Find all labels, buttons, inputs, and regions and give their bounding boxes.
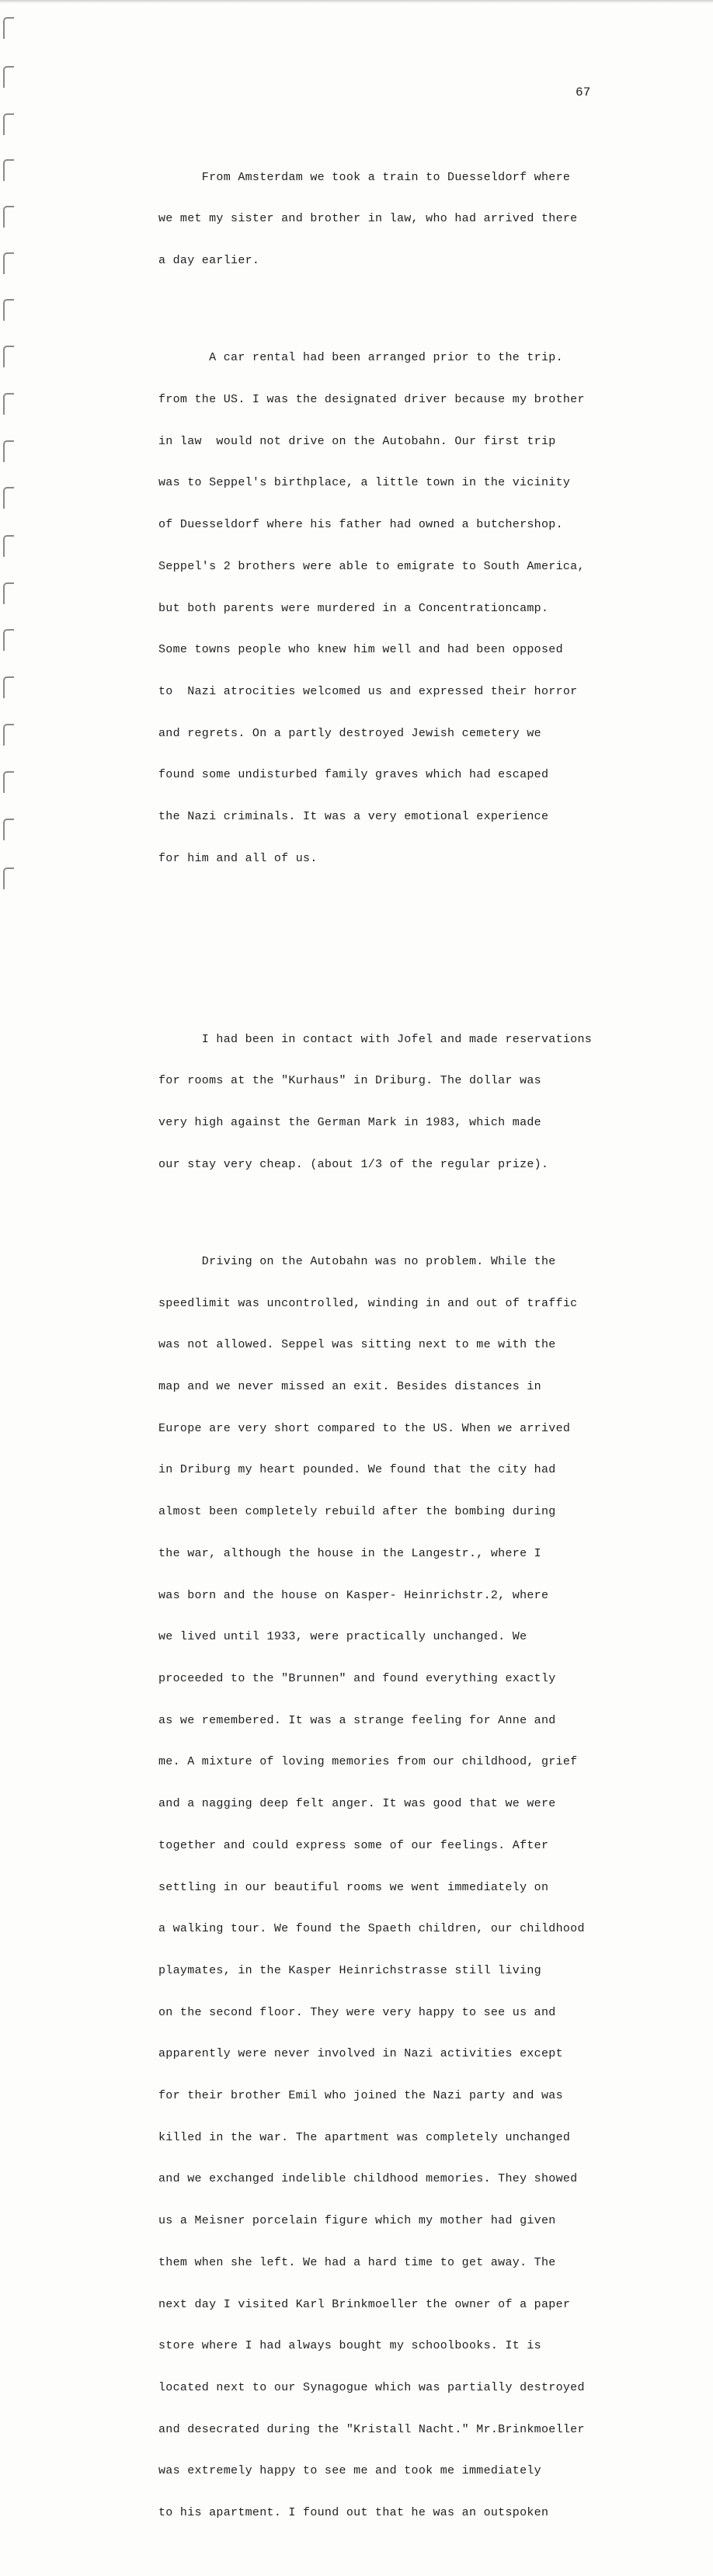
text-line: for him and all of us. [158, 851, 318, 865]
paragraph [158, 143, 702, 296]
binder-ring-mark [3, 819, 14, 840]
binder-ring-mark [3, 676, 14, 698]
body-text [158, 115, 702, 2576]
binder-ring-mark [3, 867, 14, 889]
text-line: almost been completely rebuild after the bombing during [158, 1505, 556, 1519]
text-line: we lived until 1933, were practically unchanged. We [158, 1630, 527, 1644]
binder-ring-mark [3, 17, 14, 39]
text-line: apparently were never involved in Nazi activities except [158, 2047, 563, 2061]
binder-ring-mark [3, 582, 14, 604]
text-line: our stay very cheap. (about 1/3 of the regular prize). [158, 1157, 549, 1171]
paragraph-spacer [158, 963, 702, 977]
text-line: for rooms at the "Kurhaus" in Driburg. The dollar was [158, 1074, 541, 1088]
text-line: Driving on the Autobahn was no problem. While the [158, 1254, 556, 1268]
text-line: us a Meisner porcelain figure which my mother had given [158, 2214, 556, 2228]
text-line: located next to our Synagogue which was partially destroyed [158, 2380, 585, 2394]
paragraph [158, 324, 702, 936]
text-line: next day I visited Karl Brinkmoeller the owner of a paper [158, 2297, 571, 2311]
binder-ring-mark [3, 771, 14, 793]
text-line: A car rental had been arranged prior to the trip. [158, 351, 563, 365]
text-line: map and we never missed an exit. Besides distances in [158, 1380, 541, 1394]
text-line: from the US. I was the designated driver because my brother [158, 393, 585, 407]
text-line: together and could express some of our feelings. After [158, 1838, 549, 1852]
paragraph [158, 1005, 702, 1200]
text-line: very high against the German Mark in 1983, which made [158, 1115, 541, 1129]
binder-ring-mark [3, 440, 14, 462]
text-line [158, 894, 702, 908]
binder-ring-mark [3, 487, 14, 509]
text-line: in Driburg my heart pounded. We found that the city had [158, 1463, 556, 1477]
text-line: as we remembered. It was a strange feeling for Anne and [158, 1713, 556, 1727]
binder-ring-mark [3, 629, 14, 651]
text-line: playmates, in the Kasper Heinrichstrasse still living [158, 1963, 541, 1977]
text-line: of Duesseldorf where his father had owned a butchershop. [158, 518, 563, 532]
text-line: and we exchanged indelible childhood memories. They showed [158, 2172, 578, 2186]
text-line: was not allowed. Seppel was sitting next to me with the [158, 1338, 556, 1352]
text-line: and a nagging deep felt anger. It was good that we were [158, 1797, 556, 1811]
text-line: found some undisturbed family graves which had escaped [158, 768, 549, 782]
binder-ring-mark [3, 113, 14, 135]
binder-ring-mark [3, 535, 14, 557]
binder-ring-mark [3, 393, 14, 415]
text-line: I had been in contact with Jofel and made reservations [158, 1032, 593, 1046]
text-line: and desecrated during the "Kristall Nacht." Mr.Brinkmoeller [158, 2422, 585, 2436]
binder-ring-mark [3, 252, 14, 274]
paragraph [158, 1227, 702, 2548]
page-top-edge [0, 0, 713, 3]
text-line: but both parents were murdered in a Concentrationcamp. [158, 601, 549, 615]
text-line: a walking tour. We found the Spaeth children, our childhood [158, 1922, 585, 1936]
binder-ring-mark [3, 299, 14, 321]
binder-ring-mark [3, 206, 14, 228]
text-line: Europe are very short compared to the US. When we arrived [158, 1421, 571, 1435]
text-line: the war, although the house in the Langestr., where I [158, 1546, 541, 1560]
text-line: Seppel's 2 brothers were able to emigrate to South America, [158, 559, 585, 573]
text-line: speedlimit was uncontrolled, winding in and out of traffic [158, 1296, 578, 1310]
binder-ring-mark [3, 159, 14, 181]
text-line: on the second floor. They were very happy to see us and [158, 2005, 556, 2019]
text-line: we met my sister and brother in law, who had arrived there [158, 212, 578, 226]
text-line: me. A mixture of loving memories from our childhood, grief [158, 1755, 578, 1769]
text-line: From Amsterdam we took a train to Duesseldorf where [158, 170, 571, 184]
text-line: store where I had always bought my schoolbooks. It is [158, 2339, 541, 2353]
text-line: killed in the war. The apartment was completely unchanged [158, 2130, 571, 2144]
text-line: for their brother Emil who joined the Nazi party and was [158, 2089, 563, 2103]
text-line: a day earlier. [158, 254, 260, 268]
text-line: the Nazi criminals. It was a very emotional experience [158, 810, 549, 824]
page-number: 67 [576, 85, 591, 99]
text-line: and regrets. On a partly destroyed Jewish cemetery we [158, 726, 541, 740]
text-line: was extremely happy to see me and took me immediately [158, 2464, 541, 2478]
text-line: to Nazi atrocities welcomed us and expressed their horror [158, 684, 578, 698]
text-line: Some towns people who knew him well and had been opposed [158, 643, 563, 657]
text-line: was born and the house on Kasper- Heinrichstr.2, where [158, 1588, 549, 1602]
binder-ring-mark [3, 724, 14, 746]
binder-edge [0, 0, 31, 923]
binder-ring-mark [3, 66, 14, 88]
text-line: settling in our beautiful rooms we went immediately on [158, 1880, 549, 1894]
text-line: was to Seppel's birthplace, a little town in the vicinity [158, 476, 571, 490]
text-line: in law would not drive on the Autobahn. Our first trip [158, 434, 556, 448]
text-line: proceeded to the "Brunnen" and found everything exactly [158, 1672, 556, 1685]
text-line: to his apartment. I found out that he was an outspoken [158, 2506, 549, 2520]
text-line: them when she left. We had a hard time to get away. The [158, 2255, 556, 2269]
binder-ring-mark [3, 346, 14, 367]
